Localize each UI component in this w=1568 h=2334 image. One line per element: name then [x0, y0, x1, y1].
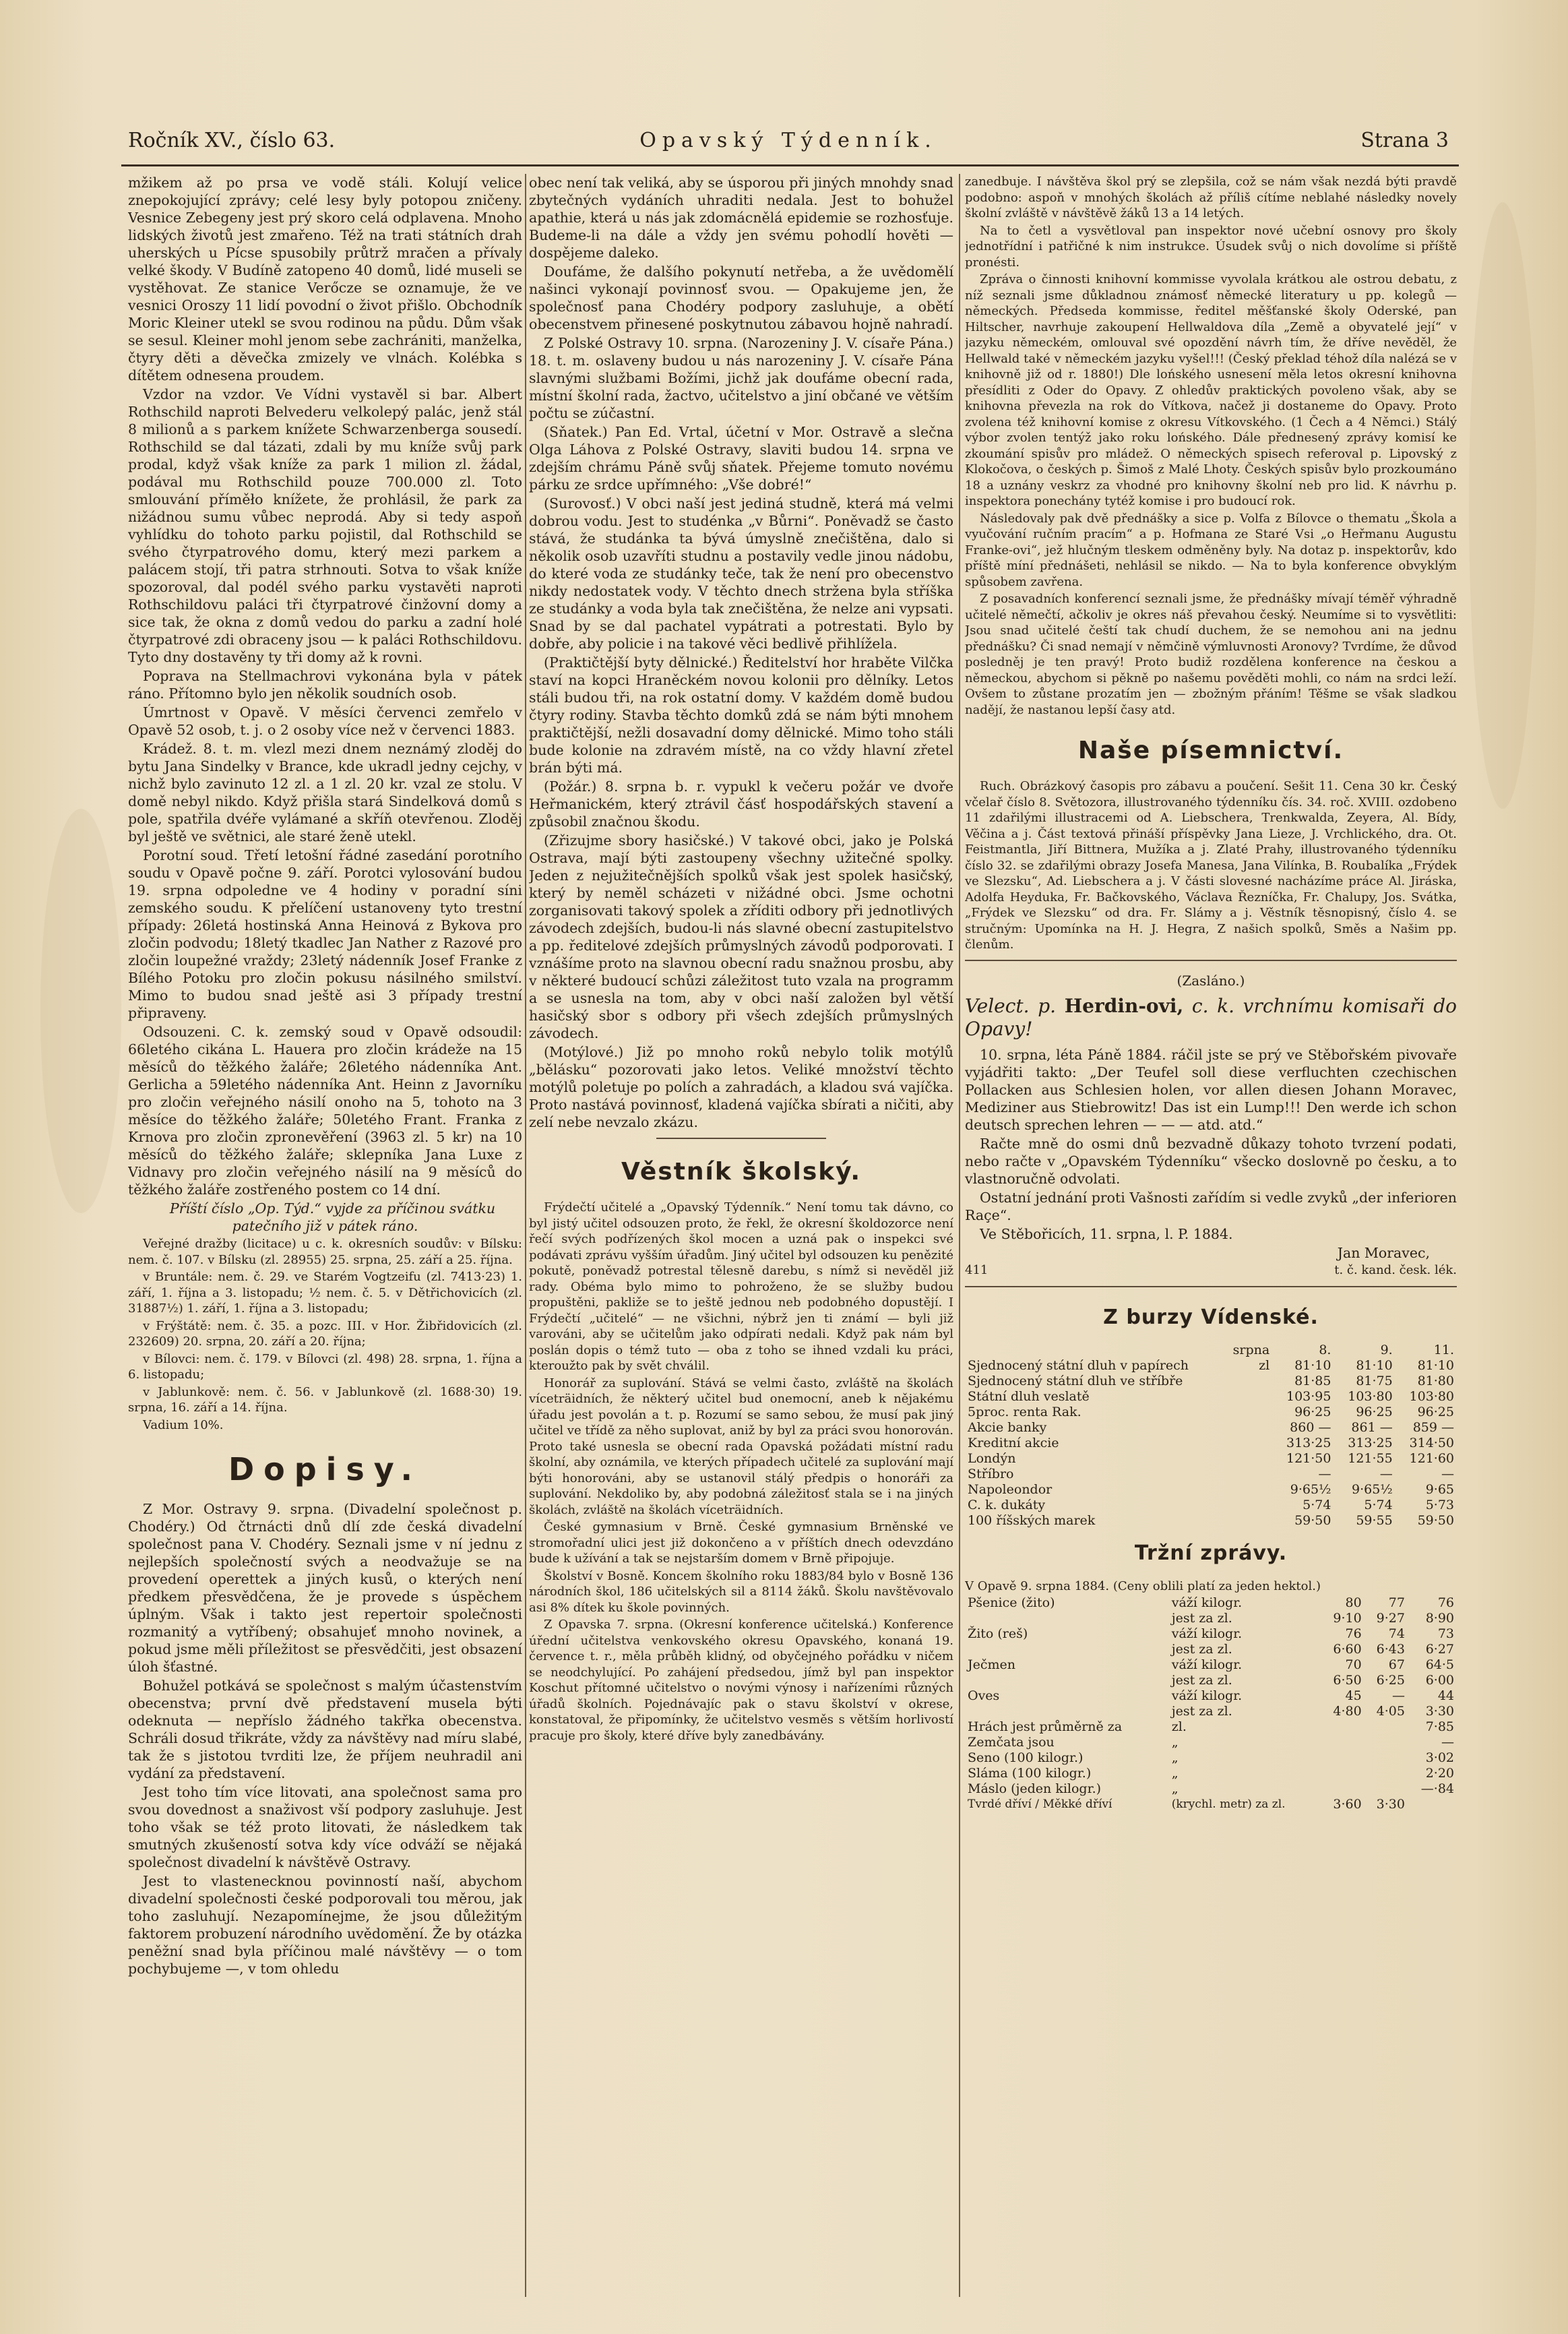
market-prices-table — [965, 1595, 1457, 1812]
stock-value: 5·73 — [1425, 1497, 1454, 1512]
price-value — [1321, 1766, 1365, 1781]
commodity-desc: váží kilogr. — [1171, 1626, 1243, 1641]
zaslano-place: Ve Stěbořicích, 11. srpna, l. P. 1884. — [980, 1225, 1233, 1242]
price-value: 74 — [1388, 1626, 1405, 1641]
auction-notice: v Frýštátě: nem. č. 35. a pozc. III. v Hor. Žibřidovicích (zl. 232609) 20. srpna, 20. září a 20. října; — [128, 1318, 522, 1349]
article-odsouzeni: Odsouzeni. C. k. zemský soud v Opavě odsoudil: 66letého cikána L. Hauera pro zločin krádeže na 15 měsíců do těžkého žaláře; 26letého nádenníka Ant. Gerlicha a 59letého nádenníka Ant. Heinn z Javorníku pro zločin veřejného násilí onoho na 5, tohoto na 3 měsíce do těžkého žaláře; 50letého Frant. Franka z Krnova pro zločin zpronevěření (3963 zl. 5 kr) na 10 měsíců do těžkého žaláře; sklepníka Jana Luxe z Vidnavy pro zločin veřejného násilí na 9 měsíců do těžkého žaláře zostřeného postem co 14 dní. — [128, 1024, 522, 1198]
stock-value: 81·10 — [1417, 1357, 1454, 1373]
commodity-label — [965, 1673, 1169, 1688]
zaslano-title-c: c. k. vrchnímu komisaři do Opavy! — [965, 994, 1457, 1040]
article-vzdor: Vzdor na vzdor. Ve Vídni vystavěl si bar. Albert Rothschild naproti Belvederu velkolepý palác, jenž stál 8 milionů a s parkem knížete Schwarzenberga sousedí. Rothschild se dal tázati, zdali by mu kníže svůj park prodal, když však kníže za park 1 milion zl. žádal, podával mu Rothschild pouze 700.000 zl. Toto smlouvání příměło knížete, že prohlásil, že park za nižádnou sumu vůbec neprodá. Aby si tedy aspoň vyhlídku do tohoto parku pojistil, dal Rothschild se svého čtyrpatrového domu, který mezi parkem a palácem stojí, tři patra strhnouti. Sotva to však kníže spozoroval, dal podél svého parku vystavěti naproti Rothschildovu paláci tři čtyrpatrové činžovní domy a sice tak, že okna z domů vedou do parku a zadní holé čtyrpatrové zdi obraceny jsou — k paláci Rothschildovu. Tyto dny dostavěny ty tři domy až k rovni. — [128, 386, 522, 665]
literature-news: Ruch. Obrázkový časopis pro zábavu a poučení. Sešit 11. Cena 30 kr. Český včelař číslo 8. Světozora, illustrovaného týdenníku čís. 34. roč. XVIII. ozdobeno 11 zdařilými illustracemi od A. Liebschera, Trenkwalda, Zeyera, Al. Bídy, Věčina a j. Část textová přináší příspěvky Jana Lieze, J. Vrchlického, dra. Ot. Feistmantla, Jiří Bittnera, Mužíka a j. Zlaté Prahy, illustrovaného týdenníku číslo 32. se zdařilými obrazy Josefa Manesa, Jana Vilínka, B. Roubalíka „Frýdek ve Slezsku“, Ad. Liebschera a j. V části slovesné nacházíme práce Al. Jiráska, Adolfa Heyduka, Fr. Bačkovského, Václava Řezníčka, Fr. Chalupy, Jos. Svátka, „Frýdek ve Slezsku“ od dra. Fr. Slámy a j. Věstník těsnopisný, číslo 4. se stručným: Upomínka na H. J. Hegra, Z našich spolků, Směs a Našim pp. členům. — [965, 779, 1457, 952]
column-3 — [965, 174, 1457, 2297]
school-news: Z Opavska 7. srpna. (Okresní konference učitelská.) Konference úřední učitelstva venkovského okresu Opavského, konaná 19. července t. r., měla průběh klidný, od obyčejného pořádku v ničem se neodchylující. Po zahájení předsedou, jímž byl pan inspektor Koschut přítomné učitelstvo o novými výnosy i nařízeními různých úřadů školních. Pojednávajíc pak o stavu školství v okrese, konstatoval, že připomínky, že učitelstvo vesměs s větším horlivostí pracuje pro školy, které dříve byly zanedbávány. — [529, 1618, 953, 1743]
table-row — [965, 1781, 1457, 1797]
price-value — [1321, 1781, 1365, 1797]
price-value — [1365, 1781, 1408, 1797]
school-news: Honorář za suplování. Stává se velmi často, zvláště na školách víceträidních, že některý učitel bud onemocní, aneb k nějakému úřadu jest povolán a t. p. Rozumí se samo sebou, že musí pak jiný učitel ve třídě za něho suplovat, aniž by byl za práci svou honorován. Proto také usnesla se obecní rada Opavská požádati místní radu školní, aby oznámila, ve kterých případech učitelé za suplování mají býti honorováni, aby se ustanovil stálý předpis o honoráři za suplování. Nekdoliko by, aby podobná záležitosť stala se i na jiných školách, zvláště na školách víceträidních. — [529, 1376, 953, 1517]
commodity-desc: „ — [1171, 1766, 1179, 1781]
stock-value: 314·50 — [1409, 1435, 1454, 1450]
table-row — [965, 1467, 1457, 1482]
letter-ostrava: Bohužel potkává se společnost s malým účastenstvím obecenstva; první dvě představení musela býti odeknuta — nepříslo žádného takřka obecenstva. Schráli dosud třikráte, vždy za návštěvy nad míru slabé, tak že s jistotou tvrditi lze, že příjem neuhradil ani vydání za představení. — [128, 1678, 522, 1781]
zaslano-text: Ostatní jednání proti Vašnosti zařídím si vedle zvyků „der inferioren Raçe“. — [965, 1189, 1457, 1223]
stock-value: 861 — — [1351, 1419, 1393, 1435]
price-value: 6·27 — [1425, 1642, 1454, 1657]
letter-surovost: (Surovosť.) V obci naší jest jediná studně, která má velmi dobrou vodu. Jest to studénka „v Bůrni“. Poněvadž se často stává, že studánka ta bývá úmyslně znečištěna, dalo si několik osob uzavříti studnu a postavily vedle jinou nádobu, do které voda ze studánky teče, tak že není pro obecenstvo nikdy nedostatek vody. V těchto dnech stržena byla stříška ze studánky a voda byla tak znečištěna, že nelze ani vypsati. Snad by se dal pachatel vypátrati a potrestati. Bylo by dobře, aby policie i na takové věci bedlivě přihlížela. — [529, 495, 953, 652]
price-value — [1365, 1750, 1408, 1766]
stock-value: 81·10 — [1356, 1357, 1393, 1373]
table-row — [965, 1750, 1457, 1766]
table-row — [965, 1688, 1457, 1704]
price-value: 67 — [1388, 1657, 1405, 1672]
letter-hasici: (Zřizujme sbory hasičské.) V takové obci, jako je Polská Ostrava, mají býti zastoupeny všechny užitečné spolky. Jeden z nejužitečnějších spolků však jest spolek hasičský, který by neměl scházeti v nižádné obci. Jsme ochotni zorganisovati takový spolek a zříditi odbory při jednotlivých závodech zdejších, budou-li nás slavné obecní zastupitelstvo a pp. ředitelové zdejších průmyslných závodů podporovati. I vznášíme proto na slavnou obecní radu snažnou prosbu, aby v některé budoucí schůzi záležitost tuto vzala na programm a se usnesla na tom, aby v obci naší založen byl větší hasičský sbor s odbory při všech zdejších průmyslných závodech. — [529, 832, 953, 1041]
stock-unit — [1221, 1451, 1273, 1467]
table-row — [965, 1374, 1457, 1389]
price-value — [1321, 1750, 1365, 1766]
commodity-label — [965, 1611, 1169, 1626]
masthead-title: Opavský Týdenník. — [639, 129, 937, 152]
school-news-cont: Následovaly pak dvě přednášky a sice p. Volfa z Bílovce o thematu „Škola a vyučování ručním pracím“ a p. Hofmana ze Staré Vsi „o Heřmanu Augustu Franke-ovi“, jež hlučným tleskem odměněny byly. Na dotaz p. inspektorův, kdo příště míní přednášeti, nehlásil se nikdo. — Na to byla konference obvyklým spůsobem zavřena. — [965, 511, 1457, 589]
commodity-desc: „ — [1171, 1735, 1179, 1750]
column-2 — [529, 174, 953, 2297]
commodity-label — [965, 1642, 1169, 1657]
volume-issue: Ročník XV., číslo 63. — [128, 129, 336, 152]
article-text: Doufáme, že dalšího pokynutí netřeba, a že uvědomělí našinci vykonají povinnosť svou. — Opakujeme jen, že společnosť pana Chodéry podpory zasluhuje, a obětí obecenstvem přinesené poskytnutou zábavou hojně nahradí. — [529, 264, 953, 332]
price-value: 4·80 — [1333, 1704, 1362, 1719]
stock-value: 103·80 — [1409, 1388, 1454, 1404]
commodity-label — [965, 1704, 1169, 1719]
header-rule — [121, 164, 1459, 166]
price-value: 45 — [1345, 1688, 1362, 1703]
table-row — [965, 1626, 1457, 1642]
price-value: 6·00 — [1425, 1673, 1454, 1688]
stock-unit — [1221, 1467, 1273, 1482]
price-value: 77 — [1388, 1595, 1405, 1610]
table-header-cell: 8. — [1319, 1342, 1331, 1357]
price-value: — — [1391, 1688, 1405, 1703]
commodity-desc: jest za zl. — [1171, 1642, 1232, 1657]
letter-snatek: (Sňatek.) Pan Ed. Vrtal, účetní v Mor. Ostravě a slečna Olga Láhova z Polské Ostravy, slaviti budou 14. srpna ve zdejším chrámu Páně svůj sňatek. Přejeme tomuto novému párku ze srdce upřímného: „Vše dobré!“ — [529, 424, 953, 493]
table-header-row — [965, 1343, 1457, 1358]
zaslano-title-name: Herdin-ovi, — [1064, 994, 1184, 1017]
stock-value: 96·25 — [1417, 1404, 1454, 1419]
stock-unit — [1221, 1374, 1273, 1389]
price-value: 3·02 — [1425, 1750, 1454, 1765]
section-heading-pisemnictvi: Naše písemnictví. — [1077, 737, 1344, 764]
price-value: —·84 — [1420, 1781, 1454, 1796]
table-row — [965, 1389, 1457, 1405]
table-row — [965, 1797, 1457, 1812]
stock-value: 121·50 — [1286, 1450, 1331, 1466]
table-row — [965, 1436, 1457, 1451]
price-value: 80 — [1345, 1595, 1362, 1610]
price-value: 3·30 — [1425, 1704, 1454, 1719]
auction-notice: v Jablunkově: nem. č. 56. v Jablunkově (zl. 1688·30) 19. srpna, 16. září a 14. října. — [128, 1384, 522, 1415]
school-news-cont: Zpráva o činnosti knihovní kommisse vyvolala krátkou ale ostrou debatu, z níž seznali jsme důkladnou známosť německé literatury u pp. kolegů — německých. Předseda kommisse, ředitel měšťanské školy Oderské, pan Hiltscher, navrhuje zakoupení Hellwaldova díla „Země a obyvatelé její“ v jazyku německém, omlouval své opozdění návrh tím, že dříve nevěděl, že Hellwald také v německém jazyku vyšel!!! (Český překlad téhož díla nalézá se v knihovně již od r. 1880!) Dle lońského usnesení měla letos okresní knihovna přesídliti z Oder do Opavy. Z ohledův praktických povoleno však, aby se knihovna převezla na rok do Vítkova, načež ji dostaneme do Opavy. Proto zvolena též knihovní komise z okresu Vítkovského. (1 Čech a 4 Němci.) Stálý výbor zvolen tentýž jako roku lońského. Dále přednesený zprávy komisí ke zkoumání spisův pro mládež. O německých spisech referoval p. Lipovský z Klokočova, o českých p. Šimoš z Malé Lhoty. Českých spisův bylo prozkoumáno 18 a uznány veskrz za vhodné pro knihovny školní neb pro lid. K návrhu p. inspektora ponechány tytéž komise i pro budoucí rok. — [965, 272, 1457, 508]
school-news-cont: Na to četl a vysvětloval pan inspektor nové učební osnovy pro školy jednotřídní i patřičné k nim instrukce. Úsudek svůj o nich dovolíme si příště pronésti. — [965, 223, 1457, 270]
price-value: — — [1441, 1735, 1454, 1750]
stock-value: 81·10 — [1294, 1357, 1331, 1373]
stock-value: — — [1379, 1466, 1393, 1481]
section-heading-dopisy: Dopisy. — [228, 1451, 422, 1487]
stock-unit — [1221, 1513, 1273, 1529]
commodity-label: Sláma (100 kilogr.) — [968, 1766, 1092, 1781]
wood-label: Tvrdé dříví / Měkké dříví — [968, 1798, 1112, 1811]
commodity-desc: váží kilogr. — [1171, 1595, 1243, 1610]
stock-label: Stříbro — [968, 1466, 1014, 1481]
market-subtitle: V Opavě 9. srpna 1884. (Ceny oblili platí za jeden hektol.) — [965, 1578, 1321, 1593]
school-news: České gymnasium v Brně. České gymnasium Brněnské ve stromořadní ulici jest již dokončeno a v příštích dnech odevzdáno bude k užívání a tak se nejstarším domem v Brně připojuje. — [529, 1520, 953, 1566]
price-value: 76 — [1345, 1626, 1362, 1641]
commodity-label: Pšenice (žito) — [968, 1595, 1055, 1610]
commodity-desc: jest za zl. — [1171, 1704, 1232, 1719]
commodity-label: Máslo (jeden kilogr.) — [968, 1781, 1102, 1796]
school-news: Frýdečtí učitelé a „Opavský Týdenník.“ Není tomu tak dávno, co byl jistý učitel odsouzen proto, že řekl, že okresní školdozorce není řečí svých podřízených škol mocen a uzná pak o inspekci své podávati zprávu vyšším úřadům. Jiný učitel byl odsouzen ku penězité pokutě, poněvadž potrestal tělesně darebu, s nímž si nevěděl již rady. Obéma bylo mimo to pohroženo, že se služby budou propuštěni, pakliže se to ještě jednou neb podobného dopustějí. I Frýdečtí „učitelé“ — ne všichni, nýbrž jen ti známí — byli již varováni, aby se učitelům jako odpírati nedali. Když pak nám byl poslán dopis o témž tuto — oba z toho se ihned vzdali ku práci, kteroužto pak by svět chválil. — [529, 1200, 953, 1373]
letter-motylove: (Motýlové.) Již po mnoho roků nebylo tolik motýlů „bělásku“ pozorovati jako letos. Veliké množství těchto motýlů poletuje po polích a zahradách, a kladou svá vajíčka. Proto nastává povinnosť, kladená vajíčka sbírati a ničiti, aby zelí nebe nevzalo zkázu. — [529, 1044, 953, 1130]
column-divider — [525, 174, 526, 2297]
wood-desc: (krychl. metr) za zl. — [1171, 1798, 1286, 1811]
stock-label: 100 říšských marek — [968, 1512, 1096, 1528]
stock-label: Státní dluh veslatě — [968, 1388, 1090, 1404]
stock-value: 59·50 — [1417, 1512, 1454, 1528]
divider — [656, 1138, 826, 1139]
stock-unit: zl — [1259, 1357, 1270, 1373]
stock-value: 313·25 — [1286, 1435, 1331, 1450]
page-header — [128, 124, 1449, 158]
commodity-label: Seno (100 kilogr.) — [968, 1750, 1084, 1765]
article-porotni-soud: Porotní soud. Třetí letošní řádné zasedání porotního soudu v Opavě počne 9. září. Porotci vylosování budou 19. srpna odpoledne ve 4 hodiny v poradní síni zemského soudu. K přelíčení ustanoveny tyto trestní případy: 26letá hostinská Anna Heinová z Bykova pro zločin podvodu; 18letý tkadlec Jan Nather z Razové pro zločin loupežné vraždy; 23letý nádenník Josef Franke z Bílého Potoku pro zločin pokusu násilného smilství. Mimo to budou snad ještě asi 3 případy trestní připraveny. — [128, 847, 522, 1021]
table-row — [965, 1719, 1457, 1735]
table-row — [965, 1735, 1457, 1750]
stock-unit — [1221, 1405, 1273, 1420]
stock-value: — — [1441, 1466, 1454, 1481]
price-value — [1365, 1766, 1408, 1781]
price-value: 76 — [1437, 1595, 1454, 1610]
wood-soft-price: 3·30 — [1376, 1797, 1405, 1812]
stock-value: 121·60 — [1409, 1450, 1454, 1466]
commodity-label: Žito (reš) — [968, 1626, 1028, 1641]
price-value: 8·90 — [1425, 1611, 1454, 1626]
page-number: Strana 3 — [1360, 129, 1449, 152]
table-row — [965, 1358, 1457, 1374]
stock-value: 5·74 — [1303, 1497, 1331, 1512]
commodity-desc: „ — [1171, 1781, 1179, 1796]
letter-ostrava: Jest to vlastenecknou povinností naší, abychom divadelní společnosti české podporovali tou měrou, jak toho zasluhují. Nezapomínejme, že jsou důležitým faktorem probuzení národního uvědomění. Že by otázka peněžní snad byla příčinou malé návštěvy — o tom pochybujeme —, v tom ohledu — [128, 1873, 522, 1977]
stock-value: 59·50 — [1294, 1512, 1331, 1528]
commodity-desc: „ — [1171, 1750, 1179, 1765]
stock-value: — — [1318, 1466, 1331, 1481]
letter-ostrava: Jest toho tím více litovati, ana společnost sama pro svou dovednost a snaživost vší podpory zasluhuje. Jest toho však se též proto litovati, že následkem tak smutných zkušeností sotva kdy více odváží se nějaká společnost divadelní k návštěvě Ostravy. — [128, 1784, 522, 1870]
stock-label: Sjednocený státní dluh ve stříbře — [968, 1373, 1183, 1388]
price-value — [1365, 1719, 1408, 1735]
stock-value: 859 — — [1412, 1419, 1454, 1435]
table-row — [965, 1673, 1457, 1688]
price-value: 9·10 — [1333, 1611, 1362, 1626]
stock-unit — [1221, 1482, 1273, 1498]
letter-polska-ostrava: Z Polské Ostravy 10. srpna. (Narozeniny J. V. císaře Pána.) 18. t. m. oslaveny budou u nás narozeniny J. V. císaře Pána slavnými službami Božími, jichž jak doufáme obecní rada, místní školní rada, žactvo, učitelstvo a jiní občané ve větším počtu se zúčastní. — [529, 335, 953, 421]
stock-value: 96·25 — [1356, 1404, 1393, 1419]
stock-value: 9·65 — [1425, 1481, 1454, 1497]
stock-label: 5proc. renta Rak. — [968, 1404, 1081, 1419]
stock-label: Akcie banky — [968, 1419, 1047, 1435]
table-row — [965, 1657, 1457, 1673]
stock-label: Kreditní akcie — [968, 1435, 1059, 1450]
zaslano-title-a: Velect. p. — [965, 994, 1065, 1017]
price-value: 2·20 — [1425, 1766, 1454, 1781]
stock-table — [965, 1343, 1457, 1529]
stock-label: Napoleondor — [968, 1481, 1053, 1497]
commodity-desc: váží kilogr. — [1171, 1688, 1243, 1703]
commodity-label: Zemčata jsou — [968, 1735, 1055, 1750]
next-issue-notice: Příští číslo „Op. Týd.“ vyjde za příčinou svátku patečního již v pátek ráno. — [169, 1200, 496, 1234]
stock-label: Sjednocený státní dluh v papírech — [968, 1357, 1189, 1373]
price-value: 4·05 — [1376, 1704, 1405, 1719]
table-header-cell: 11. — [1433, 1342, 1454, 1357]
article-kradez: Krádež. 8. t. m. vlezl mezi dnem neznámý zloděj do bytu Jana Sindelky v Brance, kde ukradl jedny cejchy, v nichž bylo zavinuto 12 zl. a 1 zl. 20 kr. vzal ze stolu. V domě nebyl nikdo. Když přišla stará Sindelková domů s pole, spatřila dvéře vylámané a skříň otevřenou. Zloděj byl ještě ve světnici, ale staré ženě utekl. — [128, 741, 522, 844]
table-row — [965, 1766, 1457, 1781]
table-row — [965, 1595, 1457, 1611]
stock-value: 96·25 — [1294, 1404, 1331, 1419]
article-umrtnost: Úmrtnost v Opavě. V měsíci červenci zemřelo v Opavě 52 osob, t. j. o 2 osoby více než v červenci 1883. — [128, 704, 522, 738]
school-news-cont: zanedbuje. I návštěva škol prý se zlepšila, což se nám však nezdá býti pravdě podobno: aspoň v mnohých školách až příliš cítíme neblahé následky novely školní zvláště v návštěvě žáků 13 a 14 letých. — [965, 175, 1457, 220]
table-row — [965, 1704, 1457, 1719]
table-row — [965, 1642, 1457, 1657]
stock-unit — [1221, 1420, 1273, 1436]
stock-label: Londýn — [968, 1450, 1016, 1466]
article-text: obec není tak veliká, aby se úsporou při jiných mnohdy snad zbytečných vydáních uhraditi nedala. Jest to bohužel apathie, která u nás jak zdomácnělá epidemie se rozhosťuje. Budeme-li na dále a vždy jen svému pohodlí hověti — dospějeme daleko. — [529, 175, 953, 261]
price-value — [1365, 1735, 1408, 1750]
zaslano-signature: Jan Moravec, — [1337, 1244, 1430, 1261]
stock-value: 860 — — [1290, 1419, 1331, 1435]
table-row — [965, 1482, 1457, 1498]
stock-value: 59·55 — [1356, 1512, 1393, 1528]
divider — [965, 1286, 1457, 1287]
commodity-label: Oves — [968, 1688, 1000, 1703]
column-divider — [959, 174, 960, 2297]
stock-unit — [1221, 1389, 1273, 1405]
article-poprava: Poprava na Stellmachrovi vykonána byla v pátek ráno. Přítomno bylo jen několik soudních osob. — [128, 668, 522, 702]
divider — [965, 960, 1457, 961]
school-news: Školství v Bosně. Koncem školního roku 1883/84 bylo v Bosně 136 národních škol, 186 učitelských sil a 8114 žáků. Školu navštěvovalo asi 8% dítek ku škole povinných. — [529, 1568, 953, 1615]
commodity-desc: zl. — [1171, 1719, 1187, 1734]
stock-value: 81·85 — [1294, 1373, 1331, 1388]
auction-notice: v Bruntále: nem. č. 29. ve Starém Vogtzeifu (zl. 7413·23) 1. září, 1. října a 3. listopadu; ½ nem. č. 5. v Dětřichovicích (zl. 31887½) 1. září, 1. října a 3. listopadu; — [128, 1270, 522, 1316]
price-value — [1321, 1735, 1365, 1750]
price-value: 6·43 — [1376, 1642, 1405, 1657]
wood-hard-price: 3·60 — [1333, 1797, 1362, 1812]
letter-pozar: (Požár.) 8. srpna b. r. vypukl k večeru požár ve dvoře Heřmanickém, který ztrávil čásť hospodářských stavení a způsobil značnou škodu. — [529, 778, 953, 830]
zaslano-text: 10. srpna, léta Páně 1884. ráčil jste se prý ve Stěbořském pivovaře vyjádřiti takto: „Der Teufel soll diese verfluchten czechischen Pollacken aus Schlesien holen, vor allen diesen Johann Moravec, Mediziner aus Stiebrowitz! Das ist ein Lump!!! Den werde ich schon deutsch sprechen lehren — — — atd. atd.“ — [965, 1046, 1457, 1133]
auction-notice: Veřejné dražby (licitace) u c. k. okresních soudův: v Bílsku: nem. č. 107. v Bílsku (zl. 28955) 25. srpna, 25. září a 25. října. — [128, 1237, 522, 1267]
price-value: 9·27 — [1376, 1611, 1405, 1626]
stock-value: 103·80 — [1348, 1388, 1393, 1404]
stock-value: 81·75 — [1356, 1373, 1393, 1388]
commodity-desc: jest za zl. — [1171, 1611, 1232, 1626]
price-value: 73 — [1437, 1626, 1454, 1641]
price-value: 44 — [1437, 1688, 1454, 1703]
table-row — [965, 1611, 1457, 1626]
stock-label: C. k. dukáty — [968, 1497, 1046, 1512]
auction-notice: v Bílovci: nem. č. 179. v Bílovci (zl. 498) 28. srpna, 1. října a 6. listopadu; — [128, 1351, 522, 1382]
zaslano-title — [965, 995, 1457, 1041]
stock-value: 121·55 — [1348, 1450, 1393, 1466]
table-row — [965, 1498, 1457, 1513]
price-value: 70 — [1345, 1657, 1362, 1672]
price-value: 7·85 — [1425, 1719, 1454, 1734]
price-value: 6·50 — [1333, 1673, 1362, 1688]
commodity-label: Ječmen — [968, 1657, 1015, 1672]
stock-unit — [1221, 1498, 1273, 1513]
commodity-desc: jest za zl. — [1171, 1673, 1232, 1688]
price-value: 6·60 — [1333, 1642, 1362, 1657]
auction-vadium: Vadium 10%. — [143, 1417, 224, 1432]
zaslano-number: 411 — [965, 1262, 989, 1277]
price-value: 6·25 — [1376, 1673, 1405, 1688]
stock-value: 313·25 — [1348, 1435, 1393, 1450]
paper-stain — [40, 809, 121, 1213]
paper-stain — [1469, 202, 1536, 809]
school-news-cont: Z posavadních konferencí seznali jsme, že přednášky mívají téměř výhradně učitelé němečtí, ačkoliv je okres náš převahou český. Neumíme si to vysvětliti: Jsou snad učitelé čeští tak chudí duchem, že se nemohou ani na jednu přednášku? Či snad nemají v němčině výmluvnosti Aronovy? Tvrdíme, že důvod posledněj je ten pravý! Proto budiž rozdělena konference na českou a německou, abychom si pěkně po našemu pověděti mohli, co nám na srdci leží. Ovšem to zůstane prozatím jen — zbožným přáním! Těšme se však sladkou nadějí, že nastanou lepší časy atd. — [965, 592, 1457, 717]
stock-value: 81·80 — [1417, 1373, 1454, 1388]
section-heading-burza: Z burzy Vídenské. — [1103, 1305, 1319, 1329]
commodity-label: Hrách jest průměrně za — [968, 1719, 1123, 1734]
stock-value: 103·95 — [1286, 1388, 1331, 1404]
price-value: 64·5 — [1425, 1657, 1454, 1672]
column-1 — [128, 174, 522, 2297]
section-heading-trzni: Tržní zprávy. — [1134, 1541, 1288, 1565]
price-value — [1321, 1719, 1365, 1735]
zaslano-tag: (Zasláno.) — [1177, 972, 1245, 989]
zaslano-text: Račte mně do osmi dnů bezvadně důkazy tohoto tvrzení podati, nebo račte v „Opavském Týdenníku“ všecko doslovně po česku, a to vlastnoručně odvolati. — [965, 1135, 1457, 1187]
letter-ostrava: Z Mor. Ostravy 9. srpna. (Divadelní společnost p. Chodéry.) Od čtrnácti dnů dlí zde česká divadelní společnost pana V. Chodéry. Seznali jsme v ní jednu z nejlepších společností svých a neodvažuje se na provedení operettek a jiných kusů, o kterých není předkem přesvědčena, že je provede s úspěchem úplným. Však i takto jest repertoir společnosti rozmanitý a vytříbený; obsahujeť mnoho novinek, a pokud jsme měli příležitost se přesvědčiti, jest obsazení úloh šťastné. — [128, 1501, 522, 1675]
stock-value: 9·65½ — [1352, 1481, 1393, 1497]
table-header-cell: srpna — [1232, 1342, 1270, 1357]
article-text: mžikem až po prsa ve vodě stáli. Kolují velice znepokojující zprávy; celé lesy byly potopou zničeny. Vesnice Zebegeny jest prý skoro celá odplavena. Mnoho lidských životů jest zmařeno. Též na trati státních drah uherských u Pícse spusobily průtrž mračen a přívaly velké škody. V Budíně zatopeno 40 domů, lidé museli se vystěhovat. Ze stanice Verőcze se oznamuje, že ve vesnici Oroszy 11 lidí povodní o život přišlo. Obchodník Moric Kleiner utekl se svou rodinou na půdu. Dům však se sesul. Kleiner mohl jenom sebe zachrániti, manželka, čtyry děti a děvečka zmizely ve vlnách. Kolébka s dítětem odnesena proudem. — [128, 175, 522, 383]
stock-unit — [1221, 1436, 1273, 1451]
table-row — [965, 1451, 1457, 1467]
table-row — [965, 1405, 1457, 1420]
commodity-desc: váží kilogr. — [1171, 1657, 1243, 1672]
letter-byty: (Praktičtější byty dělnické.) Ředitelství hor hraběte Vilčka staví na kopci Hraněckém novou kolonii pro dělníky. Letos stáli budou tři, na rok ostatní domy. V každém domě budou čtyry rodiny. Stavba těchto domků zdá se nám býti mnohem praktičtější, nežli dosavadní domy dělnické. Mimo toho stáli bude kolonie na zdravém místě, na co vždy hlavní zřetel brán býti má. — [529, 654, 953, 776]
stock-value: 9·65½ — [1290, 1481, 1331, 1497]
table-row — [965, 1420, 1457, 1436]
stock-value: 5·74 — [1364, 1497, 1393, 1512]
table-row — [965, 1513, 1457, 1529]
section-heading-vestnik: Věstník školský. — [621, 1158, 862, 1186]
zaslano-signature-title: t. č. kand. česk. lék. — [1334, 1262, 1457, 1277]
table-header-cell: 9. — [1380, 1342, 1393, 1357]
